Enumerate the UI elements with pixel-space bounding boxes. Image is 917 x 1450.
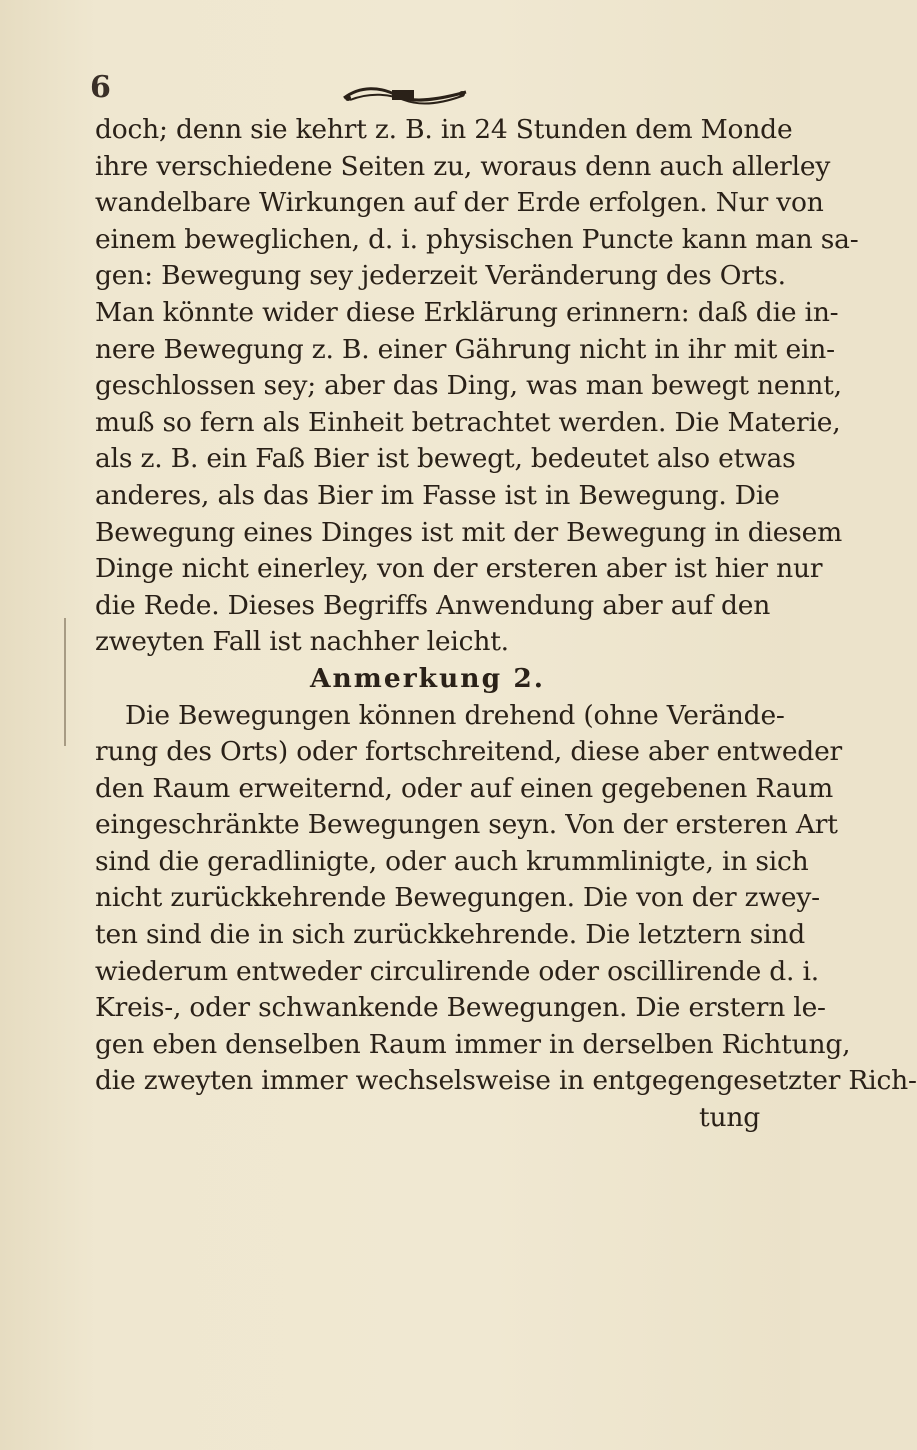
text-line: als z. B. ein Faß Bier ist bewegt, bedeutet also etwas	[95, 443, 796, 475]
text-line: sind die geradlinigte, oder auch krummlinigte, in sich	[95, 845, 809, 877]
text-line: wiederum entweder circulirende oder oscillirende d. i.	[95, 955, 819, 987]
text-line: anderes, als das Bier im Fasse ist in Bewegung. Die	[95, 479, 780, 511]
text-line: ten sind die in sich zurückkehrende. Die letztern sind	[95, 919, 806, 951]
text-line: rung des Orts) oder fortschreitend, diese aber entweder	[95, 736, 843, 768]
section-heading: Anmerkung 2.	[309, 662, 545, 694]
ornament-icon	[340, 82, 470, 110]
text-line: Die Bewegungen können drehend (ohne Verände-	[125, 699, 785, 731]
text-line: Dinge nicht einerley, von der ersteren aber ist hier nur	[95, 553, 823, 585]
text-line: die Rede. Dieses Begriffs Anwendung aber auf den	[95, 589, 771, 621]
text-line: zweyten Fall ist nachher leicht.	[95, 626, 509, 658]
margin-line	[64, 618, 66, 746]
body-text	[95, 112, 917, 1137]
page-number: 6	[90, 70, 111, 105]
text-line: nere Bewegung z. B. einer Gährung nicht in ihr mit ein-	[95, 333, 835, 365]
text-line: gen: Bewegung sey jederzeit Veränderung des Orts.	[95, 260, 786, 292]
text-line: doch; denn sie kehrt z. B. in 24 Stunden dem Monde	[95, 114, 793, 145]
text-line: Kreis-, oder schwankende Bewegungen. Die erstern le-	[95, 992, 826, 1024]
text-line: ihre verschiedene Seiten zu, woraus denn auch allerley	[95, 150, 831, 182]
text-line: den Raum erweiternd, oder auf einen gegebenen Raum	[95, 772, 834, 804]
text-line: Bewegung eines Dinges ist mit der Bewegung in diesem	[95, 516, 843, 548]
text-line: einem beweglichen, d. i. physischen Puncte kann man sa-	[95, 223, 859, 255]
text-line: Man könnte wider diese Erklärung erinnern: daß die in-	[95, 296, 839, 328]
catchword: tung	[699, 1102, 760, 1134]
text-line: gen eben denselben Raum immer in derselben Richtung,	[95, 1028, 851, 1060]
text-line: die zweyten immer wechselsweise in entgegengesetzter Rich-	[95, 1065, 917, 1097]
text-line: nicht zurückkehrende Bewegungen. Die von der zwey-	[95, 882, 820, 914]
text-line: muß so fern als Einheit betrachtet werden. Die Materie,	[95, 406, 841, 438]
text-line: wandelbare Wirkungen auf der Erde erfolgen. Nur von	[95, 187, 824, 219]
text-line: eingeschränkte Bewegungen seyn. Von der ersteren Art	[95, 809, 838, 841]
text-line: geschlossen sey; aber das Ding, was man bewegt nennt,	[95, 370, 842, 402]
